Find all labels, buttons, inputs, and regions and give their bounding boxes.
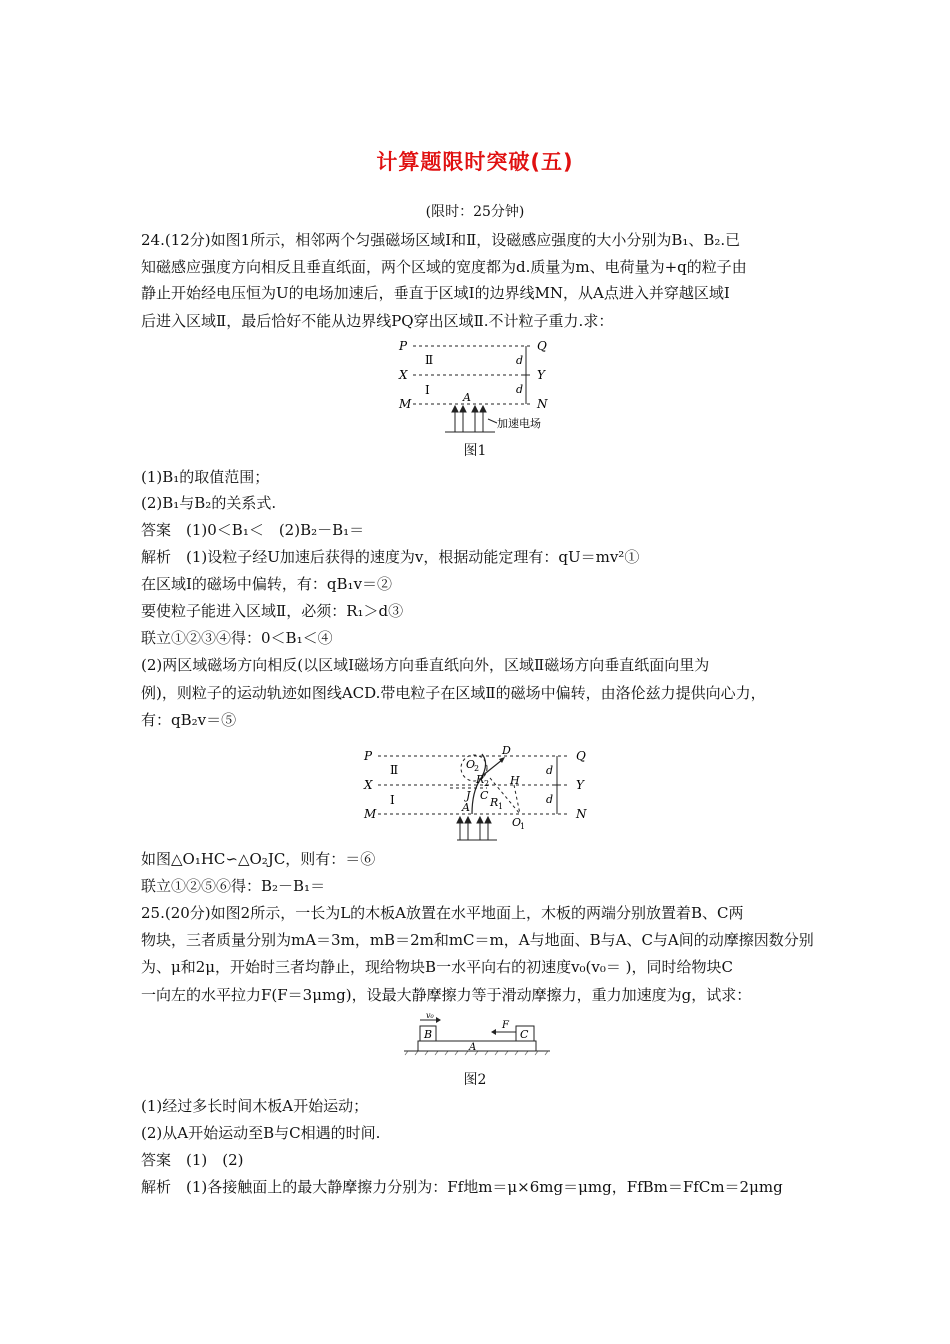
figure-3	[402, 1010, 552, 1060]
analysis-line: 在区域Ⅰ的磁场中偏转，有：qB₁v＝②	[141, 575, 393, 593]
label-d: d	[546, 793, 554, 806]
analysis-line: 联立①②③④得：0＜B₁＜④	[141, 629, 333, 647]
subscript-2: 2	[484, 779, 490, 788]
subscript-1: 1	[498, 802, 504, 811]
label-r2: R	[476, 773, 485, 786]
label-c: C	[480, 789, 489, 802]
force-arrow	[491, 1029, 496, 1035]
label-x: X	[364, 778, 373, 792]
label-a: A	[462, 801, 470, 814]
q25-line: 一向左的水平拉力F(F＝3μmg)，设最大静摩擦力等于滑动摩擦力，重力加速度为g，试求：	[141, 986, 752, 1004]
zone-2-label: Ⅱ	[390, 763, 399, 777]
label-q: Q	[537, 339, 547, 353]
q24-line: 后进入区域Ⅱ，最后恰好不能从边界线PQ穿出区域Ⅱ.不计粒子重力.求：	[141, 312, 614, 330]
field-arrows	[452, 406, 486, 432]
q25-line: 25.(20分)如图2所示，一长为L的木板A放置在水平地面上，木板的两端分别放置着B、C两	[141, 904, 744, 922]
label-d: d	[516, 354, 524, 367]
zone-2-label: Ⅱ	[425, 353, 434, 367]
label-p: P	[364, 749, 373, 763]
analysis-line: 联立①②⑤⑥得：B₂－B₁＝	[141, 877, 326, 895]
q24-line: 24.(12分)如图1所示，相邻两个匀强磁场区域Ⅰ和Ⅱ，设磁感应强度的大小分别为B₁、B₂.已	[141, 231, 741, 249]
analysis-line: 解析 (1)设粒子经U加速后获得的速度为v，根据动能定理有：qU＝mv²①	[141, 548, 640, 566]
analysis-line: 如图△O₁HC∽△O₂JC，则有：＝⑥	[141, 850, 376, 868]
field-arrows	[457, 817, 491, 840]
label-x: X	[399, 368, 408, 382]
label-c: C	[520, 1028, 529, 1041]
analysis-line: 要使粒子能进入区域Ⅱ，必须：R₁＞d③	[141, 602, 404, 620]
label-a: A	[463, 391, 471, 404]
q24-line: 静止开始经电压恒为U的电场加速后，垂直于区域Ⅰ的边界线MN，从A点进入并穿越区域Ⅰ	[141, 284, 730, 302]
label-m: M	[399, 397, 412, 411]
analysis-line: 解析 (1)各接触面上的最大静摩擦力分别为：Ff地m＝μ×6mg＝μmg，FfBm＝FfCm＝2μmg	[141, 1178, 783, 1196]
label-y: Y	[537, 368, 545, 382]
label-v0: v₀	[426, 1011, 434, 1020]
q25-line: 物块，三者质量分别为mA＝3m，mB＝2m和mC＝m，A与地面、B与A、C与A间的动摩擦因数分别	[141, 931, 814, 949]
label-o1: O	[512, 816, 522, 829]
label-y: Y	[576, 778, 584, 792]
analysis-line: 有：qB₂v＝⑤	[141, 711, 237, 729]
sub-question: (2)B₁与B₂的关系式.	[141, 494, 277, 512]
zone-1-label: Ⅰ	[390, 793, 395, 807]
analysis-line: (2)两区域磁场方向相反(以区域Ⅰ磁场方向垂直纸向外，区域Ⅱ磁场方向垂直纸面向里为	[141, 656, 710, 674]
label-d-point: D	[502, 744, 511, 757]
q24-line: 知磁感应强度方向相反且垂直纸面，两个区域的宽度都为d.质量为m、电荷量为+q的粒子由	[141, 258, 747, 276]
label-b: B	[424, 1028, 433, 1041]
velocity-arrow	[436, 1017, 441, 1023]
sub-question: (1)经过多长时间木板A开始运动；	[141, 1097, 369, 1115]
q25-line: 为、μ和2μ，开始时三者均静止，现给物块B一水平向右的初速度v₀(v₀＝ )，同时给物块C	[141, 958, 733, 976]
answer: 答案 (1)0＜B₁＜ (2)B₂－B₁＝	[141, 521, 365, 539]
label-d: d	[516, 383, 524, 396]
figure-2-caption: 图2	[463, 1072, 487, 1088]
page-title: 计算题限时突破(五)	[376, 150, 574, 174]
label-n: N	[576, 807, 587, 821]
figure-1-caption: 图1	[463, 443, 487, 459]
time-limit: (限时：25分钟)	[425, 204, 525, 220]
subscript-2: 2	[474, 764, 480, 773]
label-n: N	[537, 397, 548, 411]
label-p: P	[399, 339, 408, 353]
answer: 答案 (1) (2)	[141, 1151, 244, 1169]
figure-1	[395, 337, 565, 435]
label-j: J	[466, 789, 471, 802]
subscript-1: 1	[520, 822, 526, 831]
label-f: F	[502, 1020, 509, 1031]
label-q: Q	[576, 749, 586, 763]
label-o2: O	[466, 758, 476, 771]
analysis-line: 例)，则粒子的运动轨迹如图线ACD.带电粒子在区域Ⅱ的磁场中偏转，由洛伦兹力提供向心力，	[141, 684, 766, 702]
label-a: A	[469, 1042, 477, 1053]
label-r1: R	[490, 796, 499, 809]
label-m: M	[364, 807, 377, 821]
figure-2	[362, 740, 597, 842]
sub-question: (1)B₁的取值范围；	[141, 468, 270, 486]
field-label: 加速电场	[497, 417, 541, 430]
radius-r1	[514, 785, 520, 814]
sub-question: (2)从A开始运动至B与C相遇的时间.	[141, 1124, 381, 1142]
label-d: d	[546, 764, 554, 777]
plank-a	[418, 1041, 536, 1051]
zone-1-label: Ⅰ	[425, 383, 430, 397]
ground-hatch	[405, 1051, 548, 1055]
label-h: H	[510, 774, 520, 787]
